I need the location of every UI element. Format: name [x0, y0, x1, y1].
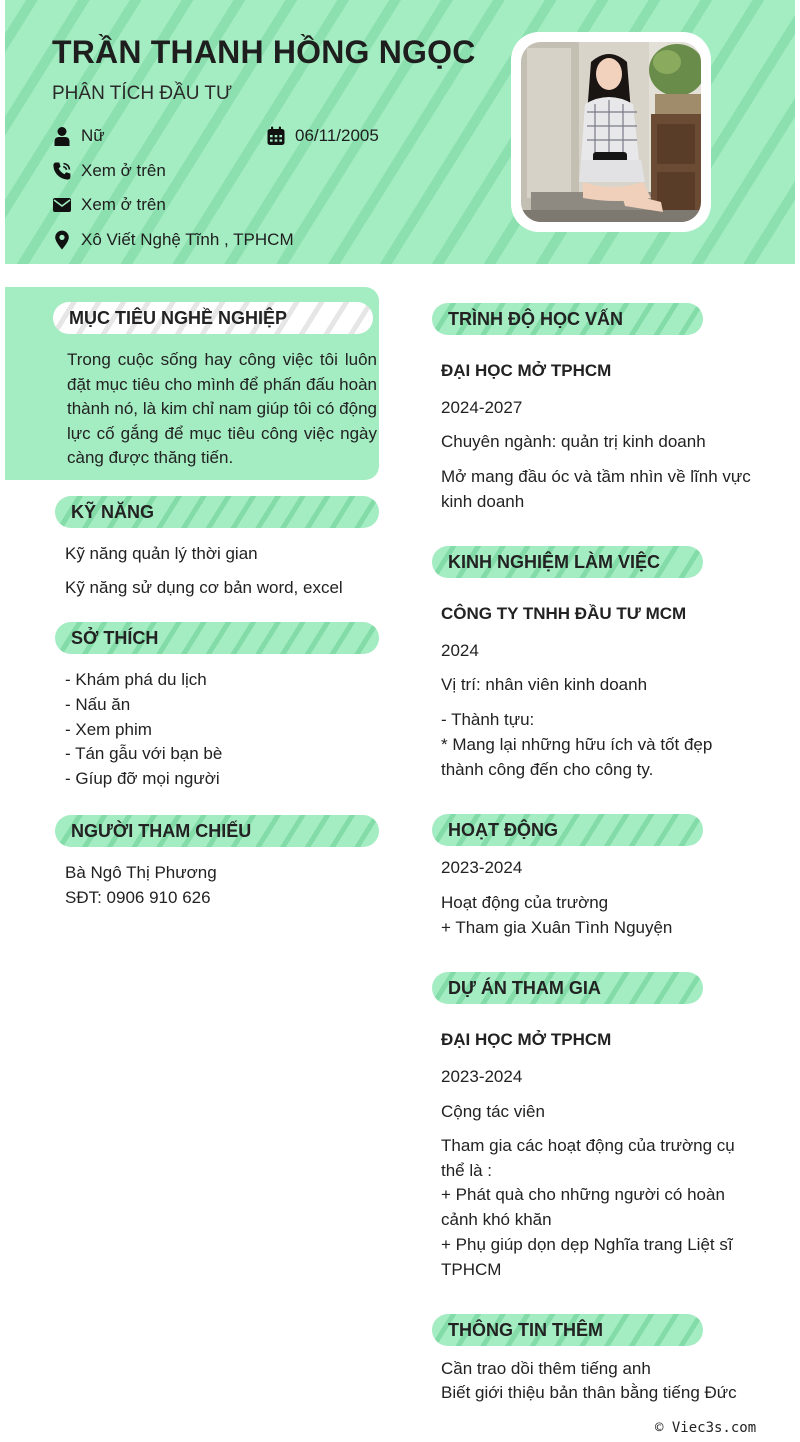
- skills-heading: KỸ NĂNG: [55, 496, 379, 528]
- education-major: Chuyên ngành: quản trị kinh doanh: [441, 432, 706, 451]
- hobby-item: - Tán gẫu với bạn bè: [65, 744, 223, 763]
- experience-position: Vị trí: nhân viên kinh doanh: [441, 675, 648, 694]
- job-title: PHÂN TÍCH ĐẦU TƯ: [52, 83, 233, 104]
- address-row: [52, 230, 294, 250]
- watermark: © Viec3s.com: [655, 1420, 757, 1436]
- hobby-item: - Gíup đỡ mọi người: [65, 769, 220, 788]
- envelope-icon: [52, 195, 72, 215]
- phone-row: [52, 161, 166, 181]
- projects-item: + Phụ giúp dọn dẹp Nghĩa trang Liệt sĩ TPHCM: [441, 1235, 733, 1279]
- phone-icon: [52, 161, 72, 181]
- education-heading: TRÌNH ĐỘ HỌC VẤN: [432, 303, 703, 335]
- hobbies-heading: SỞ THÍCH: [55, 622, 379, 654]
- education-description: Mở mang đầu óc và tầm nhìn về lĩnh vực kinh doanh: [441, 467, 751, 511]
- gender-text: Nữ: [81, 126, 105, 145]
- experience-heading: KINH NGHIỆM LÀM VIỆC: [432, 546, 703, 578]
- skill-item: Kỹ năng sử dụng cơ bản word, excel: [65, 578, 343, 597]
- person-icon: [52, 126, 72, 146]
- photo-frame: [511, 32, 711, 232]
- projects-period: 2023-2024: [441, 1067, 523, 1086]
- calendar-icon: [266, 126, 286, 146]
- activities-heading: HOẠT ĐỘNG: [432, 814, 703, 846]
- cv-header: [5, 0, 795, 264]
- hobby-item: - Khám phá du lịch: [65, 670, 207, 689]
- experience-period: 2024: [441, 641, 479, 660]
- activities-period: 2023-2024: [441, 858, 523, 877]
- objective-text: Trong cuộc sống hay công việc tôi luôn đặt mục tiêu cho mình để phấn đấu hoàn thành nó, là kim chỉ nam giúp tôi có động lực cố gắng để mục tiêu công việc ngày càng được thăng tiến.: [67, 350, 377, 467]
- projects-item: + Phát quà cho những người có hoàn cảnh khó khăn: [441, 1185, 725, 1229]
- projects-org: ĐẠI HỌC MỞ TPHCM: [441, 1030, 612, 1049]
- objective-heading: MỤC TIÊU NGHỀ NGHIỆP: [53, 302, 373, 334]
- projects-intro: Tham gia các hoạt động của trường cụ thể là :: [441, 1136, 735, 1180]
- email-text: Xem ở trên: [81, 195, 166, 214]
- reference-phone: SĐT: 0906 910 626: [65, 888, 211, 907]
- experience-achievements: * Mang lại những hữu ích và tốt đẹp thành công đến cho công ty.: [441, 735, 713, 779]
- birthdate-text: 06/11/2005: [295, 126, 379, 145]
- hobby-item: - Xem phim: [65, 720, 152, 739]
- additional-line: Cần trao dồi thêm tiếng anh: [441, 1359, 651, 1378]
- additional-heading: THÔNG TIN THÊM: [432, 1314, 703, 1346]
- additional-line: Biết giới thiệu bản thân bằng tiếng Đức: [441, 1383, 737, 1402]
- location-pin-icon: [52, 230, 72, 250]
- education-school: ĐẠI HỌC MỞ TPHCM: [441, 361, 612, 380]
- projects-role: Cộng tác viên: [441, 1102, 545, 1121]
- activities-detail: + Tham gia Xuân Tình Nguyện: [441, 918, 673, 937]
- profile-photo: [521, 42, 701, 222]
- hobby-item: - Nấu ăn: [65, 695, 131, 714]
- gender-row: [52, 126, 105, 146]
- experience-company: CÔNG TY TNHH ĐẦU TƯ MCM: [441, 604, 687, 623]
- address-text: Xô Viết Nghệ Tĩnh , TPHCM: [81, 230, 294, 249]
- skill-item: Kỹ năng quản lý thời gian: [65, 544, 258, 563]
- projects-heading: DỰ ÁN THAM GIA: [432, 972, 703, 1004]
- experience-achievements-label: - Thành tựu:: [441, 710, 535, 729]
- email-row: [52, 195, 166, 215]
- education-period: 2024-2027: [441, 398, 523, 417]
- activities-org: Hoạt động của trường: [441, 893, 609, 912]
- candidate-name: TRẦN THANH HỒNG NGỌC: [52, 34, 476, 70]
- references-heading: NGƯỜI THAM CHIẾU: [55, 815, 379, 847]
- reference-name: Bà Ngô Thị Phương: [65, 863, 217, 882]
- birthdate-row: [266, 126, 379, 146]
- phone-text: Xem ở trên: [81, 161, 166, 180]
